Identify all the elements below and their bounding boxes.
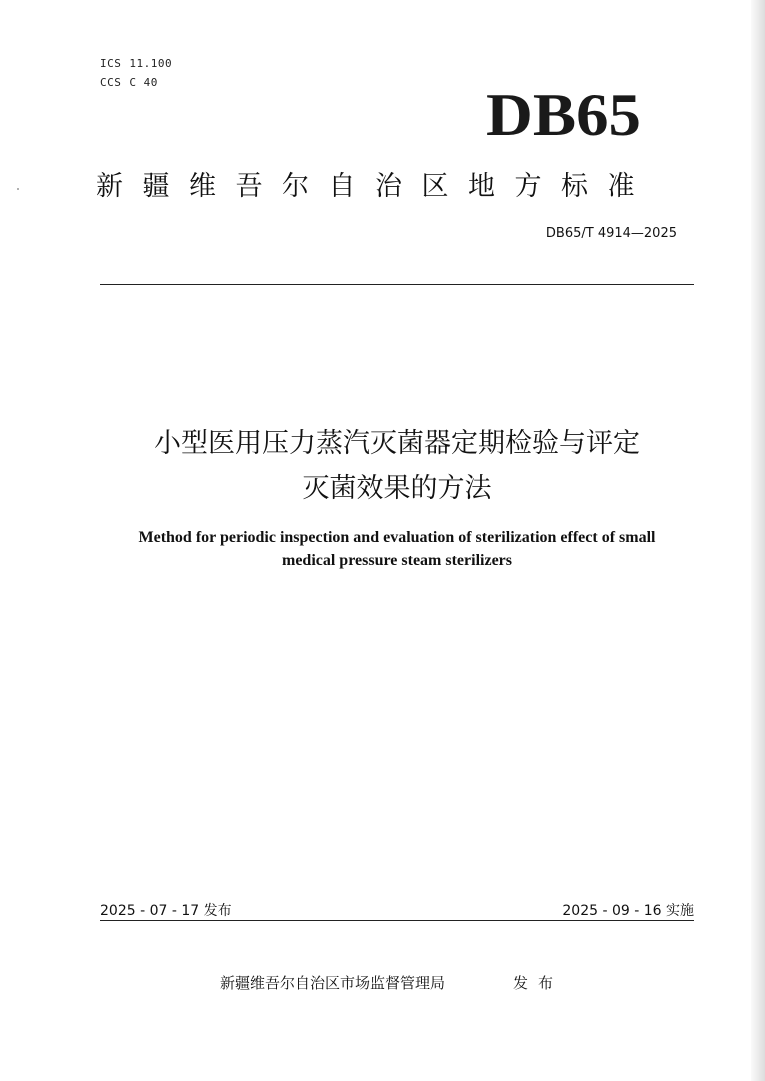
document-title-en-line2: medical pressure steam sterilizers	[281, 552, 512, 569]
publisher-name: 新疆维吾尔自治区市场监督管理局	[220, 974, 446, 992]
scan-speck	[17, 188, 19, 190]
standard-number: DB65/T 4914—2025	[545, 226, 677, 241]
ics-code: 11.100	[129, 57, 173, 70]
svg-text:DB65: DB65	[486, 87, 641, 141]
ccs-classification	[100, 76, 158, 89]
ccs-label: CCS	[100, 76, 122, 89]
standard-category-title: 新疆维吾尔自治区地方标准	[96, 171, 654, 202]
publish-label: 发布	[513, 974, 564, 992]
document-title-en-line1: Method for periodic inspection and evaluation of sterilization effect of small	[138, 529, 656, 546]
ics-label: ICS	[100, 57, 122, 70]
top-divider	[100, 284, 694, 285]
issue-date: 2025 - 07 - 17 发布	[100, 903, 232, 919]
document-title-cn-line2: 灭菌效果的方法	[302, 473, 492, 504]
scan-edge-shadow	[751, 0, 765, 1081]
document-title-cn-line1: 小型医用压力蒸汽灭菌器定期检验与评定	[154, 428, 640, 459]
ics-classification	[100, 57, 172, 70]
ccs-code: C 40	[129, 76, 158, 89]
db65-logo	[486, 87, 641, 141]
implementation-date: 2025 - 09 - 16 实施	[562, 903, 694, 919]
bottom-divider	[100, 920, 694, 921]
